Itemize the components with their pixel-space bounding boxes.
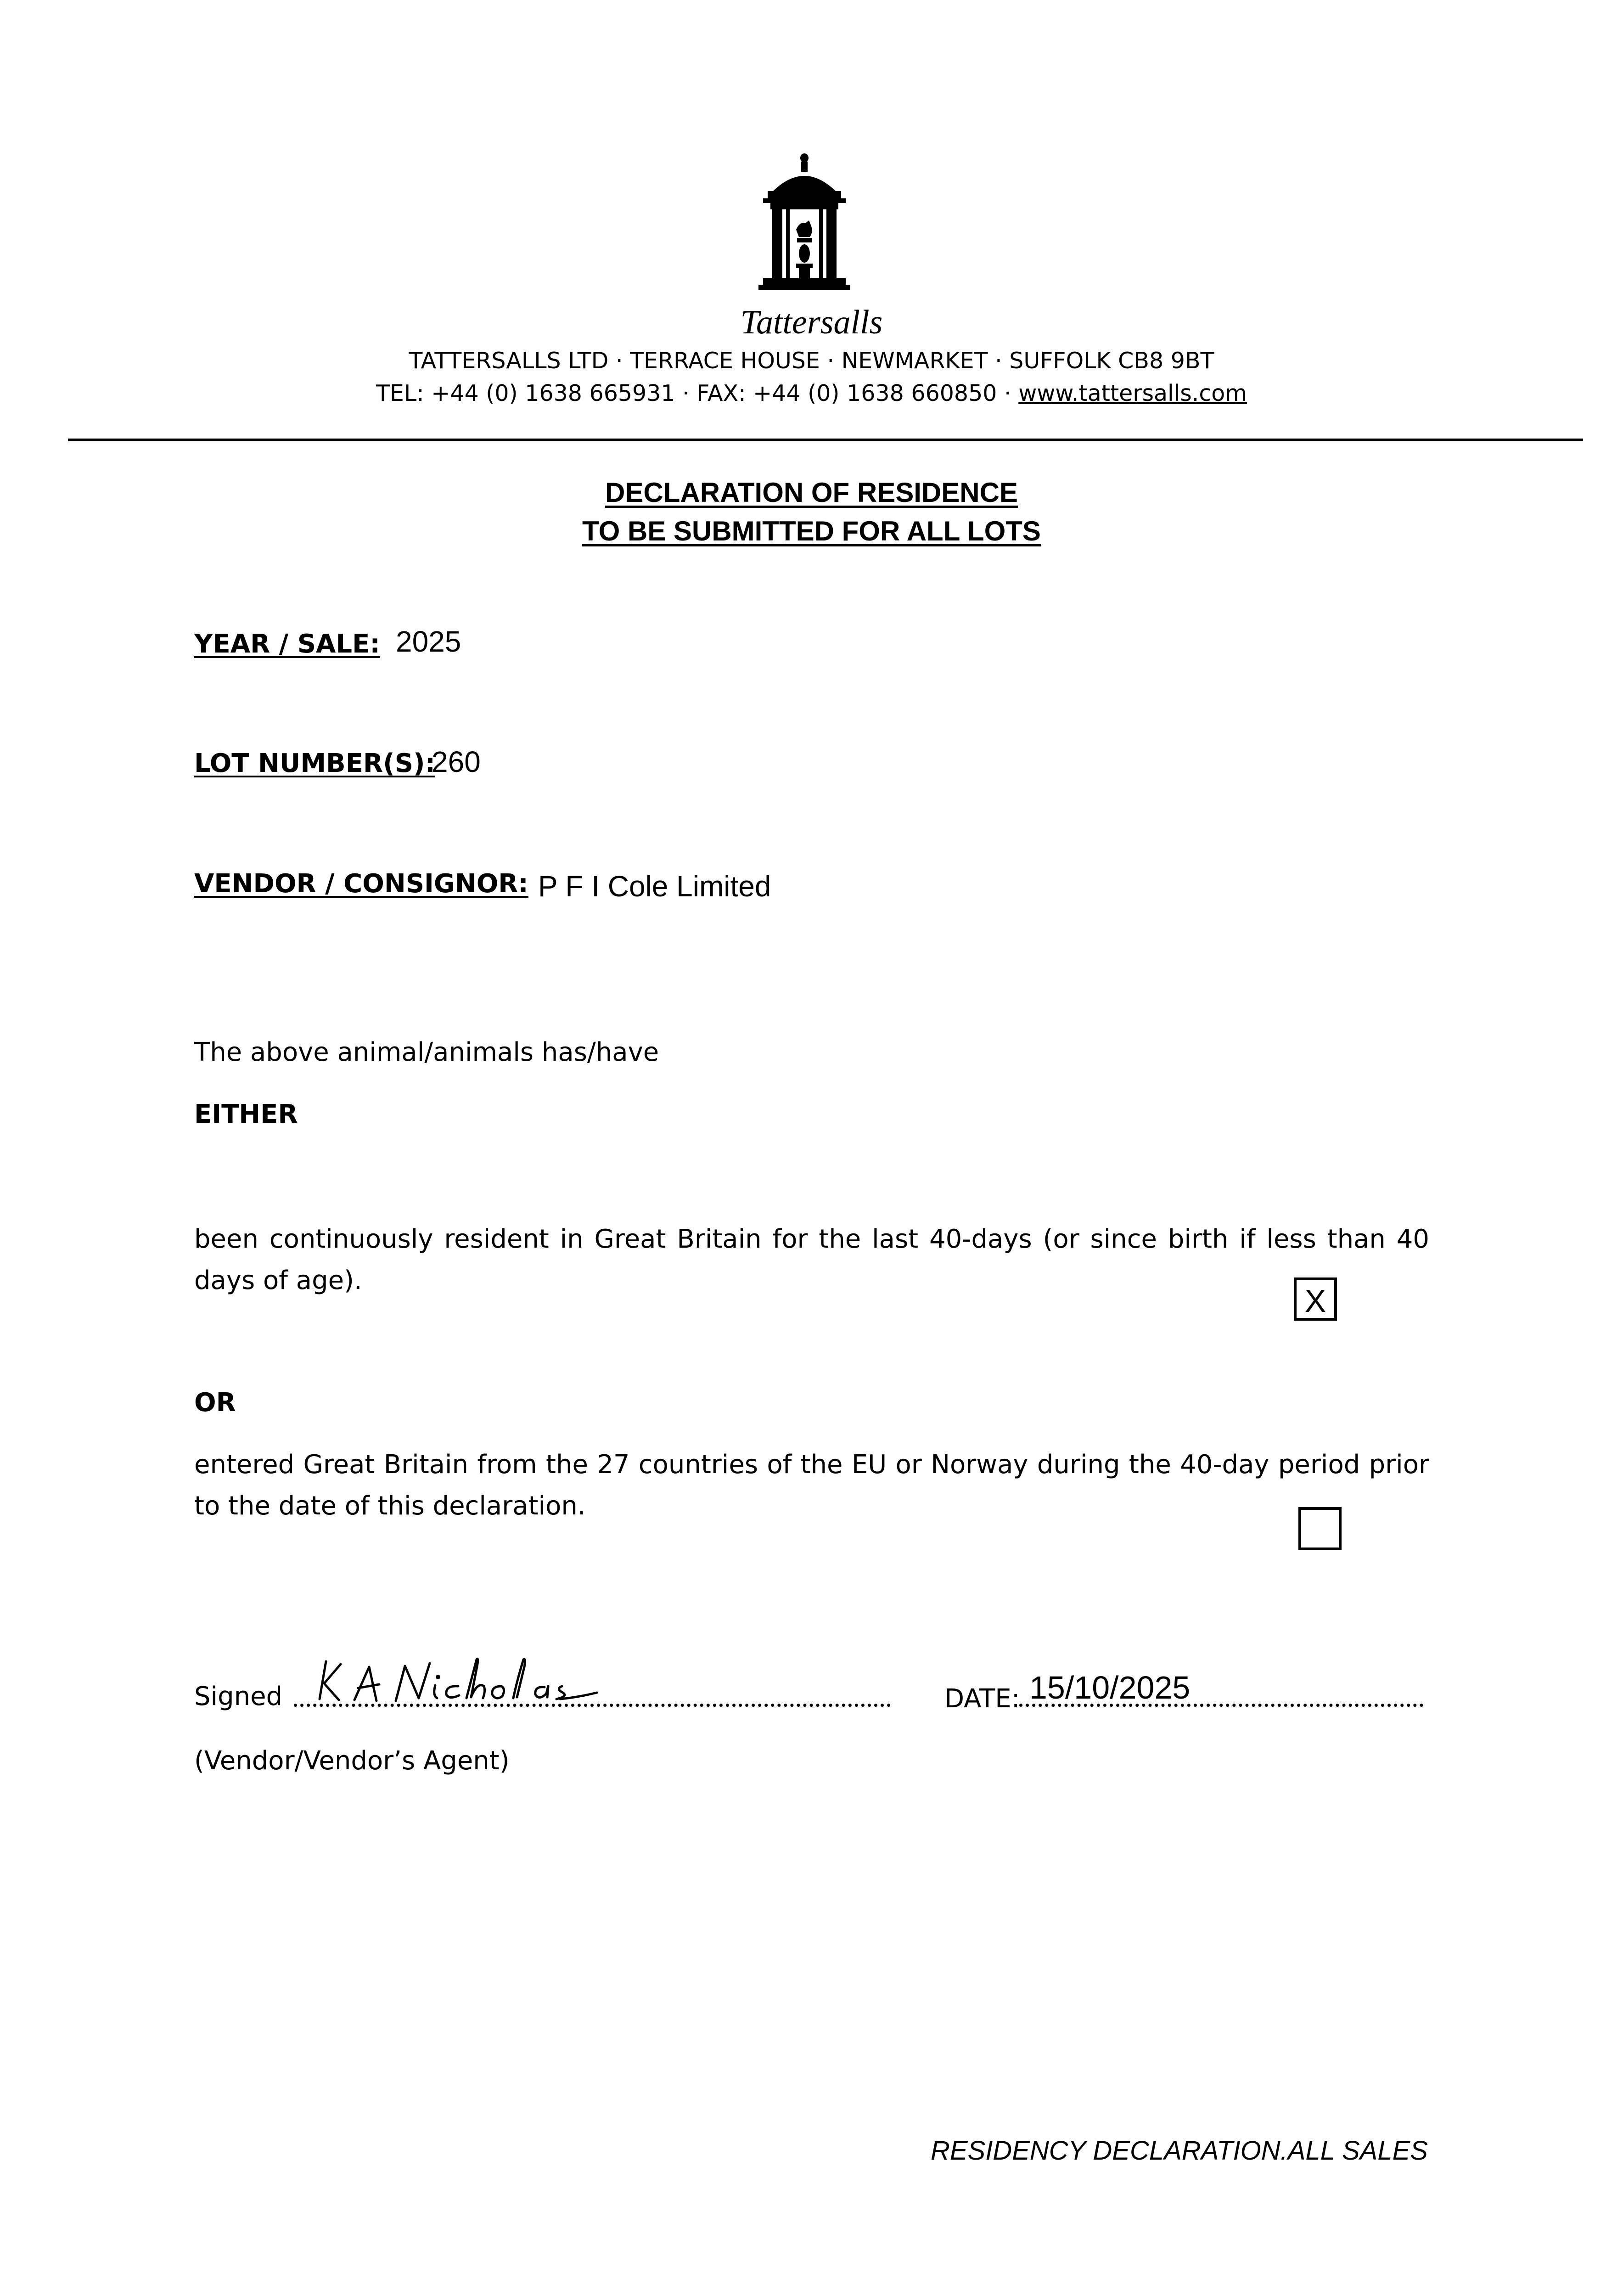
option2-text: entered Great Britain from the 27 countries of the EU or Norway during the 40-day period prior to the date of this declaration. [194,1450,1429,1521]
company-address: TATTERSALLS LTD · TERRACE HOUSE · NEWMARKET · SUFFOLK CB8 9BT [409,348,1214,374]
contact-numbers: TEL: +44 (0) 1638 665931 · FAX: +44 (0) 1638 660850 · [376,380,1019,406]
year-sale-label: YEAR / SALE: [194,629,380,659]
lot-numbers-label: LOT NUMBER(S): [194,748,436,778]
date-label: DATE: [944,1684,1020,1714]
vendor-value[interactable]: P F I Cole Limited [538,870,771,903]
document-title: DECLARATION OF RESIDENCE [605,477,1018,508]
option1-checkbox[interactable]: X [1294,1277,1337,1321]
statement-intro: The above animal/animals has/have [194,1037,659,1067]
tattersalls-cupola-fox-icon [745,152,864,308]
header-divider [68,439,1583,441]
date-value[interactable]: 15/10/2025 [1029,1670,1191,1705]
brand-wordmark: Tattersalls [740,304,883,341]
year-sale-value[interactable]: 2025 [396,625,461,658]
lot-numbers-value[interactable]: 260 [432,745,481,778]
document-footer: RESIDENCY DECLARATION.ALL SALES [930,2136,1428,2166]
document-subtitle: TO BE SUBMITTED FOR ALL LOTS [582,516,1041,546]
company-contact [0,380,1623,406]
signer-role: (Vendor/Vendor’s Agent) [194,1746,510,1776]
option2-checkbox[interactable] [1298,1507,1342,1550]
or-label: OR [194,1388,236,1418]
option1-text: been continuously resident in Great Britain for the last 40-days (or since birth if less than 40 days of age). [194,1224,1429,1295]
either-label: EITHER [194,1099,298,1129]
vendor-label: VENDOR / CONSIGNOR: [194,869,528,899]
signed-label: Signed [194,1682,283,1711]
handwritten-signature [312,1653,615,1713]
website-link[interactable]: www.tattersalls.com [1018,380,1247,406]
